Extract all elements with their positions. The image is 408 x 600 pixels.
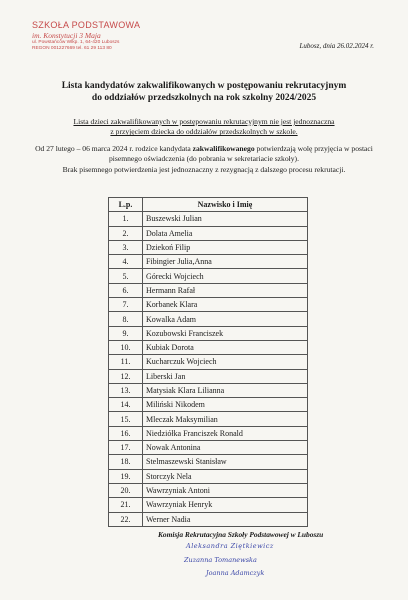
candidate-table [108,197,308,527]
signature-3: Joanna Adamczyk [206,569,265,577]
candidate-name: Kozubowski Franciszek [143,326,308,340]
candidate-name: Dolata Amelia [143,226,308,240]
candidate-name: Nowak Antonina [143,441,308,455]
row-number: 11. [109,355,143,369]
row-number: 14. [109,398,143,412]
candidate-name: Niedziółka Franciszek Ronald [143,426,308,440]
confirmation-notice [30,144,378,175]
intro-line-2: z przyjęciem dziecka do oddziałów przedszkolnych w szkole. [110,127,298,137]
row-number: 4. [109,255,143,269]
row-number: 1. [109,212,143,226]
table-row [109,483,308,497]
candidate-name: Miliński Nikodem [143,398,308,412]
table-row [109,398,308,412]
intro-line-1: Lista dzieci zakwalifikowanych w postępowaniu rekrutacyjnym nie jest jednoznaczna [73,117,335,126]
candidate-name: Górecki Wojciech [143,269,308,283]
stamp-regon: REGON 001227669 tel. 61 29 113 80 [32,45,112,51]
candidate-name: Buszewski Julian [143,212,308,226]
row-number: 19. [109,469,143,483]
date-line: Lubosz, dnia 26.02.2024 r. [299,42,374,50]
row-number: 7. [109,298,143,312]
candidate-name: Dziekoń Filip [143,240,308,254]
table-row [109,441,308,455]
signature-2: Zuzanna Tomanewska [184,556,257,564]
stamp-school-name: SZKOŁA PODSTAWOWA [32,20,141,30]
row-number: 15. [109,412,143,426]
table-row [109,512,308,526]
notice-pre: Od 27 lutego – 06 marca 2024 r. rodzice kandydata [35,144,193,153]
row-number: 18. [109,455,143,469]
table-row [109,298,308,312]
table-row [109,283,308,297]
candidate-name: Liberski Jan [143,369,308,383]
candidate-name: Wawrzyniak Henryk [143,498,308,512]
table-row [109,212,308,226]
table-row [109,412,308,426]
notice-line-2: Brak pisemnego potwierdzenia jest jednoznaczny z rezygnacją z dalszego procesu rekrutacji. [62,164,346,174]
table-row [109,498,308,512]
row-number: 20. [109,483,143,497]
row-number: 12. [109,369,143,383]
table-row [109,340,308,354]
notice-post: potwierdzają wolę przyjęcia w postaci pisemnego oświadczenia (do pobrania w sekretariacie szkoły). [109,144,373,164]
table-row [109,383,308,397]
row-number: 22. [109,512,143,526]
candidate-name: Matysiak Klara Lilianna [143,383,308,397]
table-row [109,240,308,254]
notice-paragraph [30,144,378,165]
row-number: 16. [109,426,143,440]
row-number: 21. [109,498,143,512]
stamp-patron: im. Konstytucji 3 Maja [32,30,101,40]
table-row [109,255,308,269]
column-header-name: Nazwisko i Imię [143,198,308,212]
row-number: 17. [109,441,143,455]
table-row [109,312,308,326]
row-number: 6. [109,283,143,297]
title-line-1: Lista kandydatów zakwalifikowanych w postępowaniu rekrutacyjnym [61,81,347,91]
candidate-name: Kubiak Dorota [143,340,308,354]
table-row [109,326,308,340]
school-stamp [32,20,152,51]
candidate-name: Werner Nadia [143,512,308,526]
table-row [109,355,308,369]
signature-1: Aleksandra Ziętkiewicz [186,542,274,550]
candidate-name: Storczyk Nela [143,469,308,483]
title-line-2: do oddziałów przedszkolnych na rok szkolny 2024/2025 [91,93,317,104]
stamp-address: ul. Powstańców Wlkp. 1, 64-420 Luboszs [32,39,120,45]
candidate-name: Wawrzyniak Antoni [143,483,308,497]
candidate-name: Kucharczuk Wojciech [143,355,308,369]
row-number: 9. [109,326,143,340]
notice-bold: zakwalifikowanego [192,144,255,153]
candidate-name: Mleczak Maksymilian [143,412,308,426]
table-row [109,469,308,483]
table-header-row [109,198,308,212]
commission-title: Komisja Rekrutacyjna Szkoły Podstawowej w Luboszu [158,530,324,539]
row-number: 5. [109,269,143,283]
table-row [109,455,308,469]
document-title [0,80,408,105]
table-row [109,369,308,383]
table-row [109,226,308,240]
table-row [109,426,308,440]
row-number: 8. [109,312,143,326]
row-number: 10. [109,340,143,354]
candidate-name: Korbanek Klara [143,298,308,312]
row-number: 3. [109,240,143,254]
candidate-name: Hermann Rafał [143,283,308,297]
candidate-name: Stelmaszewski Stanisław [143,455,308,469]
intro-note [0,117,408,138]
table-row [109,269,308,283]
candidate-name: Fibingier Julia,Anna [143,255,308,269]
column-header-lp: L.p. [109,198,143,212]
row-number: 2. [109,226,143,240]
row-number: 13. [109,383,143,397]
candidate-name: Kowalka Adam [143,312,308,326]
